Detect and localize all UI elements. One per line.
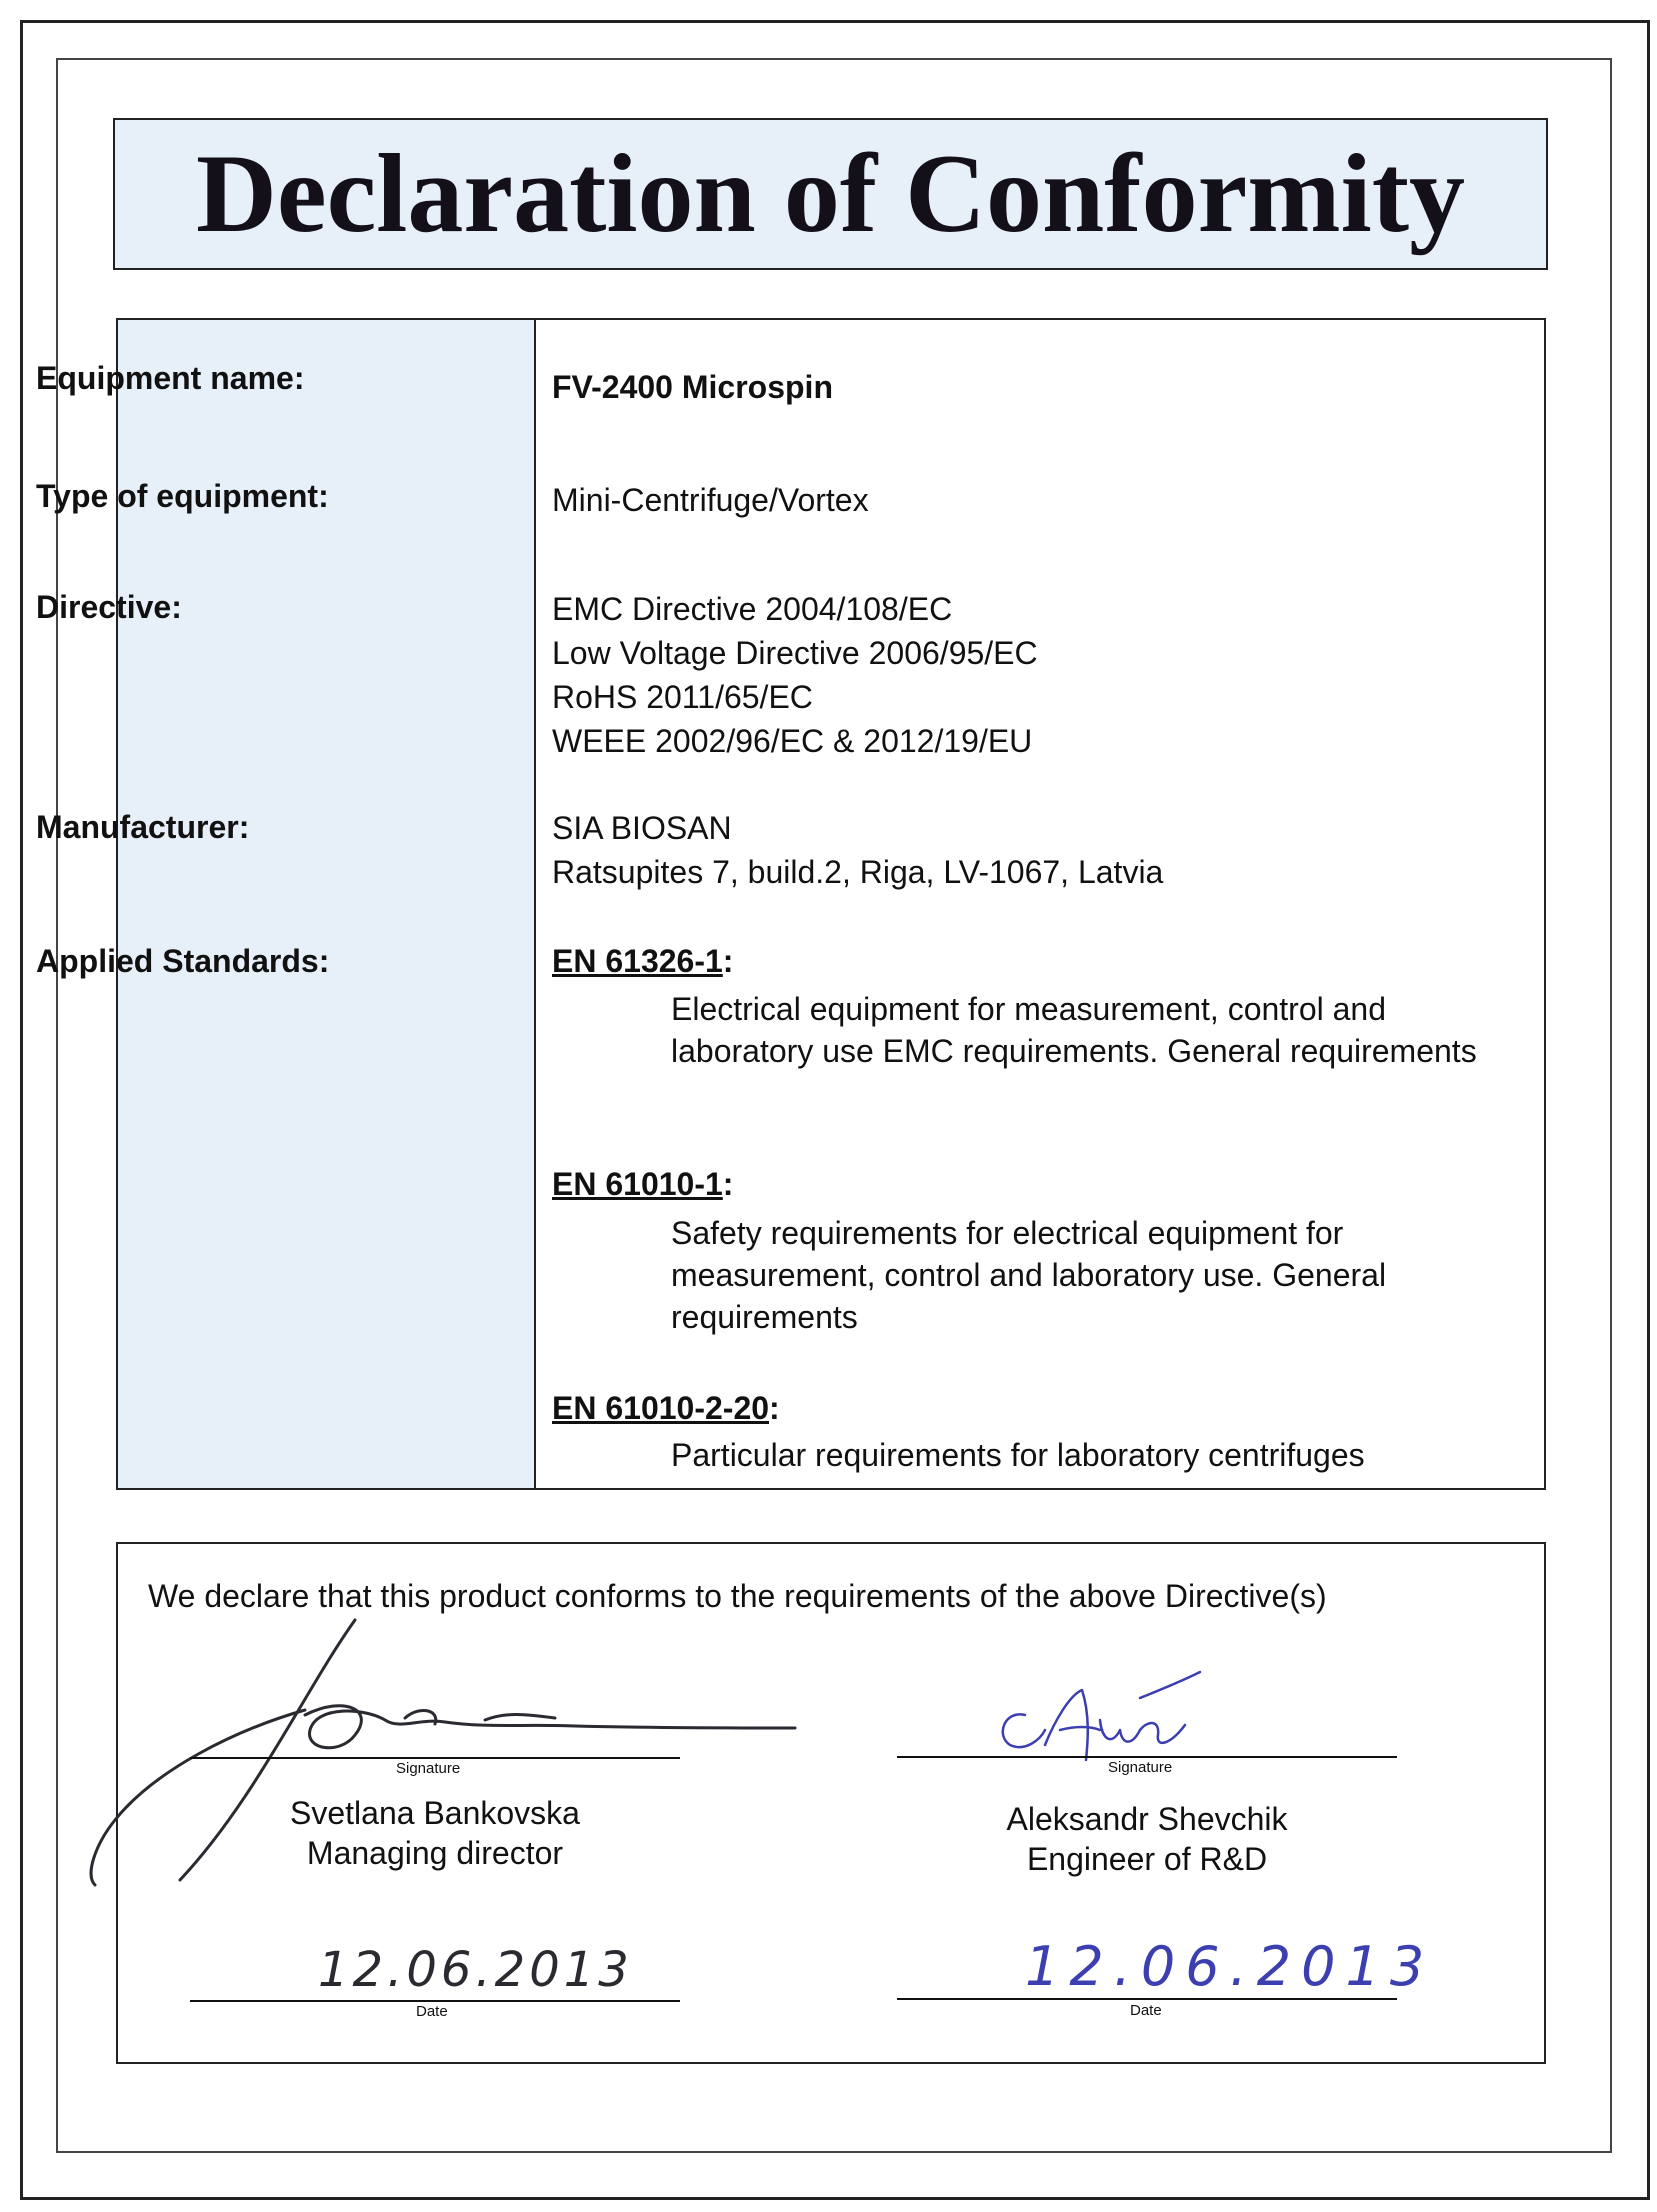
signatory-right [897,1799,1397,1879]
page-title: Declaration of Conformity [195,132,1466,256]
manufacturer-details [552,806,1163,894]
equipment-type-label: Type of equipment: [36,478,329,514]
date-line-left [190,2000,680,2002]
directive-line: EMC Directive 2004/108/EC [552,591,953,627]
standard-desc-3: Particular requirements for laboratory centrifuges [671,1437,1365,1473]
directive-line: WEEE 2002/96/EC & 2012/19/EU [552,723,1033,759]
date-line-right [897,1998,1397,2000]
equipment-name-value: FV-2400 Microspin [552,369,833,405]
directive-label: Directive: [36,589,182,625]
signatory-name: Svetlana Bankovska [290,1795,580,1831]
equipment-type-value: Mini-Centrifuge/Vortex [552,482,869,518]
title-box [113,118,1548,270]
date-caption-right: Date [1130,2002,1162,2019]
directive-line: Low Voltage Directive 2006/95/EC [552,635,1038,671]
date-caption-left: Date [416,2003,448,2020]
equipment-name-label: Equipment name: [36,360,305,396]
directive-list [552,587,1038,763]
applied-standards-label: Applied Standards: [36,943,330,979]
standard-code-1: EN 61326-1: [552,943,734,979]
signatory-role: Managing director [306,1835,564,1871]
declaration-statement: We declare that this product conforms to the requirements of the above Directive(s) [148,1578,1327,1614]
signatory-left [190,1793,680,1873]
signature-caption-right: Signature [1108,1759,1173,1776]
signature-line-left [190,1757,680,1759]
standard-code-2: EN 61010-1: [552,1166,734,1202]
date-handwritten-left: 12.06.2013 [318,1942,633,1998]
standard-desc-2: Safety requirements for electrical equipment for measurement, control and laboratory use. General requirements [671,1215,1387,1335]
signature-caption-left: Signature [396,1760,461,1777]
signatory-name: Aleksandr Shevchik [1006,1801,1288,1837]
signature-line-right [897,1756,1397,1758]
manufacturer-address: Ratsupites 7, build.2, Riga, LV-1067, Latvia [552,854,1164,890]
manufacturer-name: SIA BIOSAN [552,810,732,846]
signature-shevchik [990,1660,1230,1770]
standard-code-3: EN 61010-2-20: [552,1390,780,1426]
standard-desc-1: Electrical equipment for measurement, control and laboratory use EMC requirements. General requirements [671,991,1477,1069]
date-handwritten-right: 12.06.2013 [1025,1935,1435,1998]
directive-line: RoHS 2011/65/EC [552,679,813,715]
signatory-role: Engineer of R&D [1026,1841,1268,1877]
manufacturer-label: Manufacturer: [36,809,250,845]
